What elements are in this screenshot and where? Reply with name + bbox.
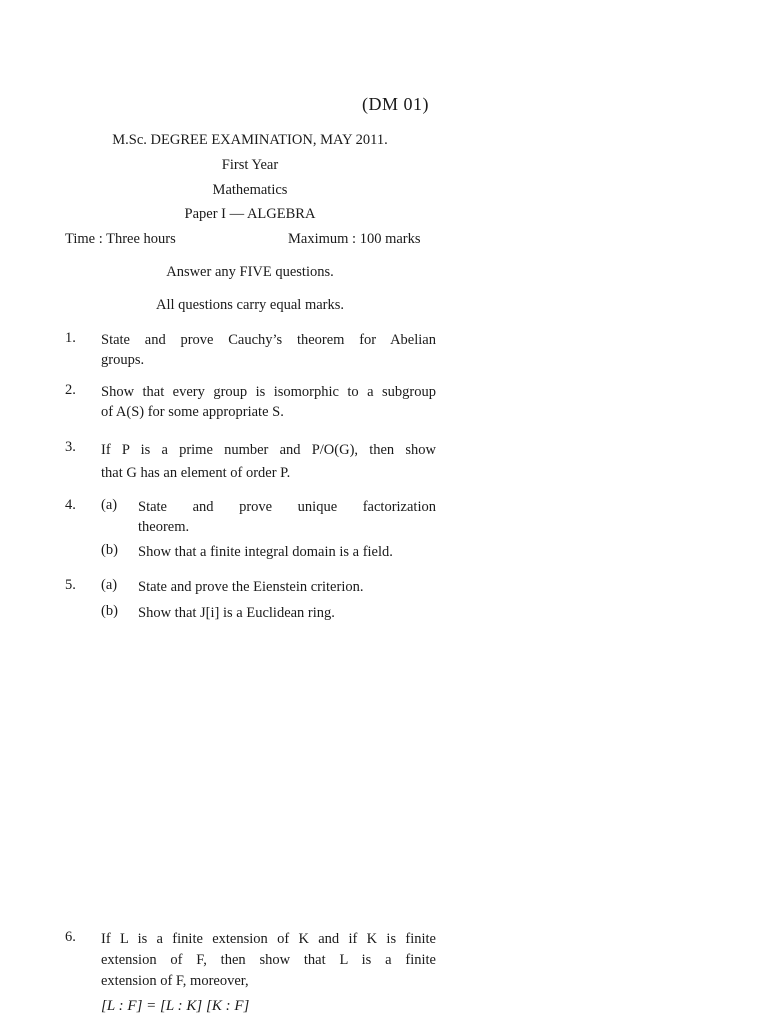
question-number: 3.	[65, 439, 76, 455]
question-text: If P is a prime number and P/O(G), then show	[101, 442, 436, 458]
maximum-marks: Maximum : 100 marks	[288, 231, 421, 247]
question-text: If L is a finite extension of K and if K is finite	[101, 931, 436, 947]
question-text: of A(S) for some appropriate S.	[101, 404, 284, 420]
part-text: State and prove unique factorization	[138, 499, 436, 515]
question-number: 2.	[65, 382, 76, 398]
paper-code: (DM 01)	[362, 94, 429, 114]
exam-subject: Mathematics	[212, 182, 288, 198]
question-text: extension of F, moreover,	[101, 973, 249, 989]
part-text: Show that J[i] is a Euclidean ring.	[138, 605, 335, 621]
exam-title: M.Sc. DEGREE EXAMINATION, MAY 2011.	[112, 132, 388, 148]
question-number: 4.	[65, 497, 76, 513]
question-text: groups.	[101, 352, 145, 368]
part-label: (a)	[101, 497, 118, 513]
part-label: (a)	[101, 577, 118, 593]
question-text: State and prove Cauchy’s theorem for Abelian	[101, 332, 436, 348]
instruction-answer: Answer any FIVE questions.	[166, 264, 334, 280]
question-number: 1.	[65, 330, 76, 346]
time-allowed: Time : Three hours	[65, 231, 176, 247]
part-label: (b)	[101, 542, 118, 558]
part-text: Show that a finite integral domain is a field.	[138, 544, 393, 560]
part-text: State and prove the Eienstein criterion.	[138, 579, 364, 595]
instruction-marks: All questions carry equal marks.	[155, 297, 345, 313]
question-text: Show that every group is isomorphic to a subgroup	[101, 384, 436, 400]
degree-formula: [L : F] = [L : K] [K : F]	[101, 998, 250, 1014]
paper-title: Paper I — ALGEBRA	[184, 206, 316, 222]
question-text: extension of F, then show that L is a finite	[101, 952, 436, 968]
question-number: 6.	[65, 929, 76, 945]
part-text: theorem.	[138, 519, 190, 535]
exam-year: First Year	[221, 157, 279, 173]
question-number: 5.	[65, 577, 76, 593]
question-text: that G has an element of order P.	[101, 465, 291, 481]
part-label: (b)	[101, 603, 118, 619]
